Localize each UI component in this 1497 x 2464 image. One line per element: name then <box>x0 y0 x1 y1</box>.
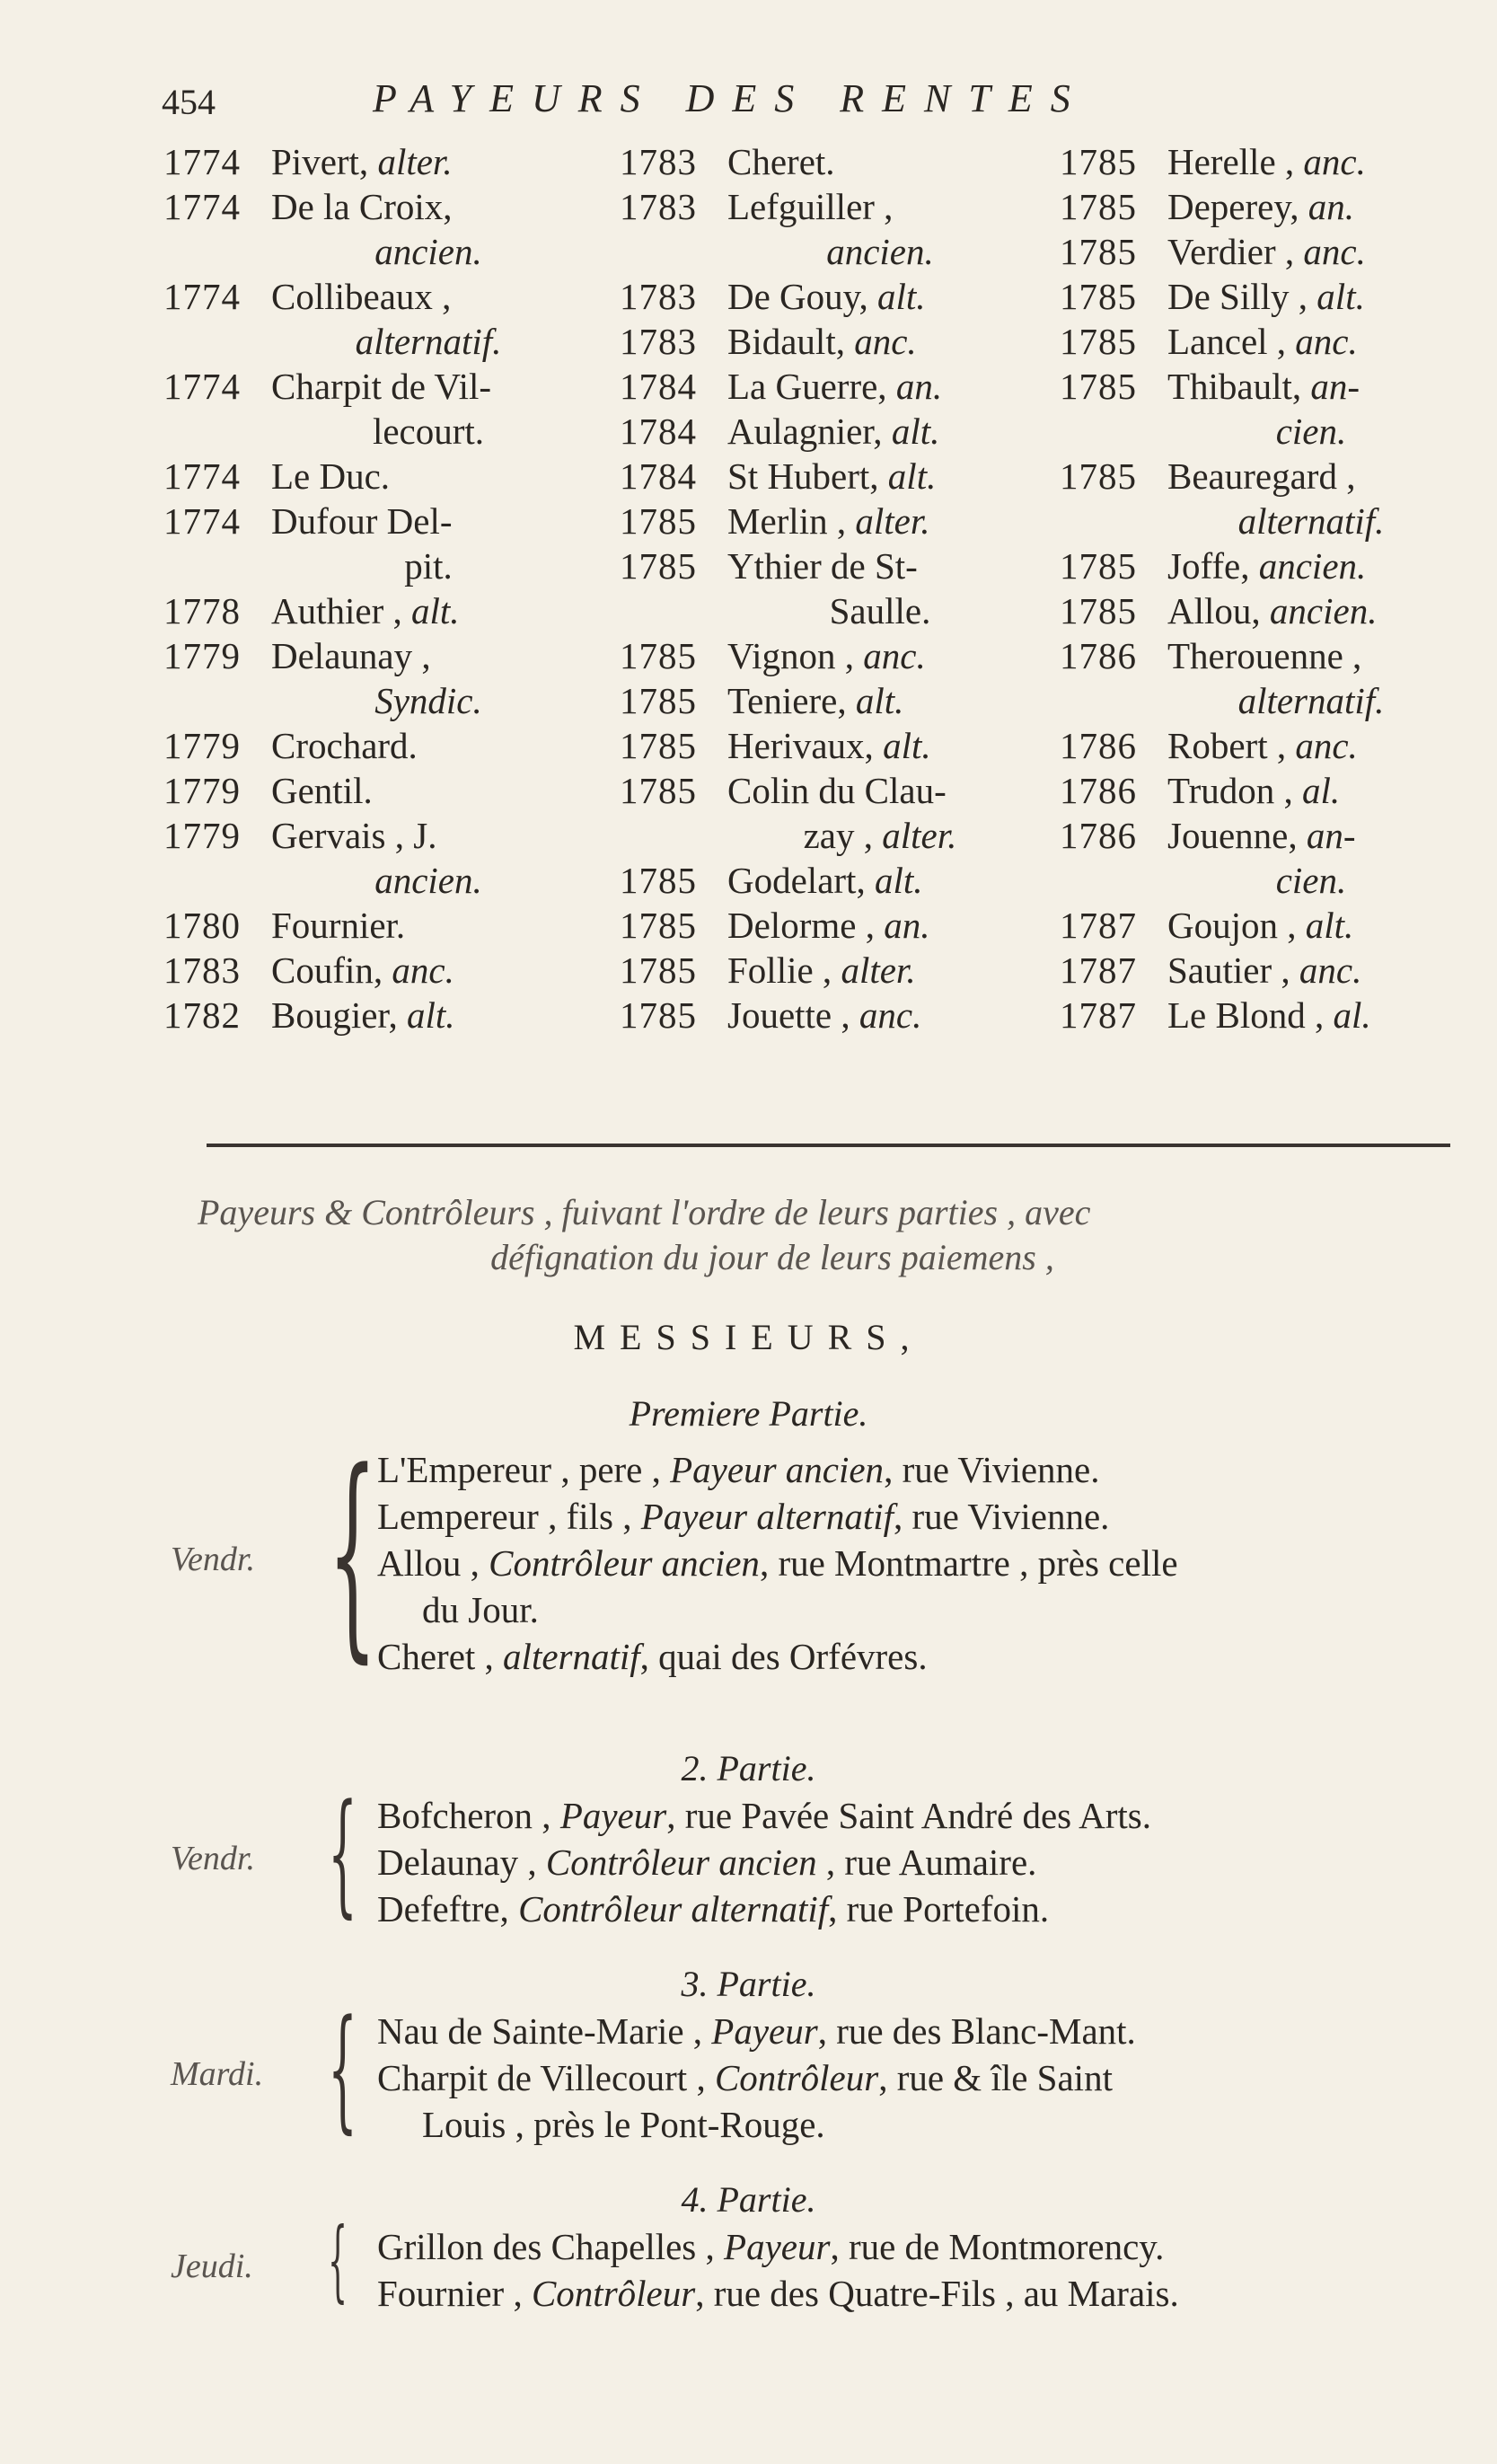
entry-name: Therouenne , <box>1167 635 1362 676</box>
entry-name: Gentil. <box>271 770 373 811</box>
register-entry <box>163 813 586 858</box>
register-entry <box>620 543 1033 588</box>
entry-name: Le Duc. <box>271 455 391 497</box>
register-entry <box>163 499 586 543</box>
officer-address: , rue Pavée Saint André des Arts. <box>666 1795 1151 1836</box>
officer-entry <box>377 2054 1113 2101</box>
entry-title: anc. <box>854 321 917 362</box>
register-entry <box>163 993 586 1038</box>
brace-icon: { <box>328 1775 358 1930</box>
entry-name: Saulle. <box>829 590 931 631</box>
entry-year: 1787 <box>1060 994 1137 1036</box>
register-entry <box>620 858 1033 903</box>
entry-year: 1785 <box>620 905 697 946</box>
section-intro <box>198 1190 1473 1280</box>
entry-year: 1779 <box>163 770 241 811</box>
column-1 <box>163 139 586 1038</box>
officer-entry <box>377 1792 1151 1839</box>
officer-address: , rue Montmartre , près celle <box>759 1542 1178 1584</box>
officer-address: , rue Vivienne. <box>884 1449 1100 1490</box>
officer-role: Contrôleur <box>714 2057 879 2098</box>
entry-title: alt. <box>855 680 904 721</box>
officer-entry <box>377 1446 1100 1493</box>
entry-year: 1785 <box>1060 276 1137 317</box>
entry-title: alt. <box>883 725 931 766</box>
entry-name: Joffe, <box>1167 545 1250 587</box>
entry-year: 1783 <box>620 141 697 182</box>
officer-name: Lempereur , fils , <box>377 1496 632 1537</box>
register-entry <box>620 274 1033 319</box>
entry-name: pit. <box>404 545 453 587</box>
officer-role: Contrôleur alternatif <box>518 1888 829 1930</box>
entry-year: 1780 <box>163 905 241 946</box>
entry-year: 1774 <box>163 141 241 182</box>
entry-year: 1783 <box>620 186 697 227</box>
officer-entry <box>377 1886 1049 1932</box>
officer-name: Fournier , <box>377 2273 523 2314</box>
entry-name: La Guerre, <box>727 366 887 407</box>
officer-name: Allou , <box>377 1542 480 1584</box>
entry-name: Dufour Del- <box>271 500 453 542</box>
entry-title: alternatif. <box>1237 500 1385 542</box>
officer-address: , rue Portefoin. <box>828 1888 1050 1930</box>
register-entry <box>163 858 586 903</box>
entry-name: Teniere, <box>727 680 847 721</box>
entry-year: 1785 <box>620 949 697 991</box>
officer-entry <box>422 2101 825 2148</box>
part-title-3: 3. Partie. <box>681 1964 816 2004</box>
officer-name: Defeftre, <box>377 1888 509 1930</box>
entry-title: ancien. <box>826 231 934 272</box>
officer-name: Delaunay , <box>377 1841 537 1883</box>
officer-address: , rue & île Saint <box>878 2057 1113 2098</box>
register-entry <box>1060 723 1455 768</box>
officer-address: , rue des Quatre-Fils , au Marais. <box>695 2273 1179 2314</box>
register-entry <box>163 768 586 813</box>
entry-year: 1785 <box>620 680 697 721</box>
officer-name: Bofcheron , <box>377 1795 551 1836</box>
entry-title: ancien. <box>374 231 482 272</box>
officer-name: Nau de Sainte-Marie , <box>377 2010 703 2052</box>
entry-name: Beauregard , <box>1167 455 1356 497</box>
entry-name: Godelart, <box>727 860 866 901</box>
entry-name: Jouenne, <box>1167 815 1298 856</box>
intro-line-1: Payeurs & Contrôleurs , fuivant l'ordre de leurs parties , avec <box>198 1192 1091 1232</box>
entry-name: De Gouy, <box>727 276 868 317</box>
register-entry <box>620 948 1033 993</box>
entry-name: De la Croix, <box>271 186 453 227</box>
entry-title: an- <box>1310 366 1361 407</box>
register-entry <box>620 768 1033 813</box>
entry-year: 1785 <box>620 500 697 542</box>
entry-name: Pivert, <box>271 141 369 182</box>
entry-name: Coufin, <box>271 949 383 991</box>
entry-name: Lefguiller , <box>727 186 894 227</box>
entry-title: anc. <box>392 949 454 991</box>
entry-name: Charpit de Vil- <box>271 366 492 407</box>
entry-title: an. <box>895 366 943 407</box>
payment-day: Mardi. <box>171 2055 264 2093</box>
entry-title: alt. <box>1316 276 1365 317</box>
officer-name: du Jour. <box>422 1589 539 1630</box>
brace-icon: { <box>328 1991 358 2146</box>
entry-title: alt. <box>891 411 940 452</box>
register-entry <box>620 633 1033 678</box>
entry-name: Vignon , <box>727 635 855 676</box>
entry-name: Ythier de St- <box>727 545 918 587</box>
entry-year: 1787 <box>1060 949 1137 991</box>
officer-address: , rue Vivienne. <box>894 1496 1110 1537</box>
entry-name: Goujon , <box>1167 905 1297 946</box>
entry-title: anc. <box>1303 141 1366 182</box>
entry-name: Herelle , <box>1167 141 1295 182</box>
entry-name: Delorme , <box>727 905 875 946</box>
entry-title: alter. <box>377 141 453 182</box>
entry-name: Delaunay , <box>271 635 431 676</box>
register-entry <box>620 139 1033 184</box>
entry-year: 1779 <box>163 635 241 676</box>
entry-year: 1786 <box>1060 815 1137 856</box>
payment-day: Jeudi. <box>171 2248 253 2285</box>
register-entry <box>620 409 1033 454</box>
officer-entry <box>377 1839 1036 1886</box>
entry-name: Follie , <box>727 949 832 991</box>
entry-name: De Silly , <box>1167 276 1308 317</box>
entry-title: alt. <box>874 860 923 901</box>
payment-day: Vendr. <box>171 1541 255 1578</box>
entry-name: Collibeaux , <box>271 276 452 317</box>
officer-entry <box>377 2270 1179 2317</box>
part-title-2: 2. Partie. <box>681 1748 816 1788</box>
register-entry <box>620 229 1033 274</box>
register-entry <box>1060 319 1455 364</box>
register-entry <box>163 409 586 454</box>
officer-role: Payeur alternatif <box>640 1496 894 1537</box>
register-entry <box>1060 903 1455 948</box>
entry-title: anc. <box>1299 949 1362 991</box>
register-entry <box>1060 948 1455 993</box>
register-entry <box>1060 588 1455 633</box>
entry-year: 1785 <box>1060 186 1137 227</box>
register-entry <box>620 993 1033 1038</box>
entry-name: Bougier, <box>271 994 398 1036</box>
entry-year: 1785 <box>620 635 697 676</box>
entry-title: an- <box>1306 815 1356 856</box>
register-entry <box>163 633 586 678</box>
entry-year: 1774 <box>163 366 241 407</box>
entry-title: Syndic. <box>374 680 482 721</box>
entry-year: 1786 <box>1060 770 1137 811</box>
column-3 <box>1060 139 1455 1038</box>
entry-title: alter. <box>841 949 916 991</box>
entry-year: 1785 <box>620 860 697 901</box>
entry-year: 1779 <box>163 815 241 856</box>
register-entry <box>163 903 586 948</box>
entry-year: 1787 <box>1060 905 1137 946</box>
column-2 <box>620 139 1033 1038</box>
register-entry <box>1060 139 1455 184</box>
entry-name: Crochard. <box>271 725 418 766</box>
entry-year: 1785 <box>1060 321 1137 362</box>
entry-title: alternatif. <box>355 321 502 362</box>
entry-name: Allou, <box>1167 590 1261 631</box>
entry-title: alt. <box>1305 905 1354 946</box>
entry-title: anc. <box>1295 321 1358 362</box>
entry-name: lecourt. <box>372 411 485 452</box>
entry-year: 1778 <box>163 590 241 631</box>
entry-year: 1783 <box>620 276 697 317</box>
entry-title: anc. <box>863 635 926 676</box>
entry-title: an. <box>884 905 930 946</box>
officer-name: L'Empereur , pere , <box>377 1449 661 1490</box>
intro-line-2: défignation du jour de leurs paiemens , <box>490 1237 1054 1277</box>
entry-title: alt. <box>887 455 937 497</box>
entry-name: Merlin , <box>727 500 847 542</box>
officer-role: Contrôleur ancien <box>545 1841 817 1883</box>
entry-name: Bidault, <box>727 321 845 362</box>
register-entry <box>1060 543 1455 588</box>
register-entry <box>1060 499 1455 543</box>
register-entry <box>163 588 586 633</box>
part-title-1: Premiere Partie. <box>629 1393 868 1434</box>
entry-title: al. <box>1333 994 1371 1036</box>
register-entry <box>620 903 1033 948</box>
entry-year: 1785 <box>620 545 697 587</box>
page-header <box>162 76 1455 135</box>
entry-title: cien. <box>1275 860 1347 901</box>
entry-name: Le Blond , <box>1167 994 1325 1036</box>
register-entry <box>1060 993 1455 1038</box>
register-entry <box>620 364 1033 409</box>
officer-address: , quai des Orfévres. <box>639 1636 928 1677</box>
entry-name: zay , <box>803 815 873 856</box>
officer-address: , rue de Montmorency. <box>830 2226 1165 2267</box>
register-entry <box>163 364 586 409</box>
register-entry <box>620 723 1033 768</box>
brace-icon: { <box>328 2209 348 2312</box>
entry-name: Jouette , <box>727 994 850 1036</box>
register-entry <box>1060 678 1455 723</box>
officer-role: Payeur <box>559 1795 667 1836</box>
brace-icon: { <box>328 1425 378 1682</box>
section-divider <box>207 1144 1450 1147</box>
entry-year: 1779 <box>163 725 241 766</box>
page-number: 454 <box>162 82 216 122</box>
entry-title: alt. <box>406 994 455 1036</box>
register-entry <box>620 184 1033 229</box>
officer-name: Cheret , <box>377 1636 494 1677</box>
register-entry <box>163 184 586 229</box>
entry-name: St Hubert, <box>727 455 879 497</box>
entry-title: alt. <box>877 276 926 317</box>
entry-name: Robert , <box>1167 725 1287 766</box>
entry-name: Aulagnier, <box>727 411 883 452</box>
entry-year: 1774 <box>163 455 241 497</box>
officer-entry <box>422 1586 539 1633</box>
register-entry <box>163 319 586 364</box>
officer-name: Grillon des Chapelles , <box>377 2226 715 2267</box>
entry-title: anc. <box>1295 725 1358 766</box>
entry-year: 1784 <box>620 366 697 407</box>
entry-name: Colin du Clau- <box>727 770 947 811</box>
register-entry <box>620 678 1033 723</box>
entry-name: Verdier , <box>1167 231 1295 272</box>
entry-year: 1784 <box>620 411 697 452</box>
register-entry <box>620 813 1033 858</box>
register-entry <box>163 723 586 768</box>
entry-title: alt. <box>411 590 460 631</box>
entry-title: ancien. <box>1258 545 1367 587</box>
register-entry <box>163 543 586 588</box>
entry-year: 1785 <box>620 994 697 1036</box>
register-entry <box>1060 858 1455 903</box>
officer-entry <box>377 2223 1164 2270</box>
entry-year: 1785 <box>620 770 697 811</box>
entry-title: an. <box>1308 186 1354 227</box>
entry-year: 1785 <box>1060 141 1137 182</box>
entry-year: 1785 <box>1060 366 1137 407</box>
register-entry <box>163 678 586 723</box>
register-entry <box>1060 409 1455 454</box>
register-entry <box>1060 274 1455 319</box>
part-title-4: 4. Partie. <box>681 2179 816 2220</box>
entry-title: alternatif. <box>1237 680 1385 721</box>
register-entry <box>1060 633 1455 678</box>
entry-name: Authier , <box>271 590 402 631</box>
entry-year: 1783 <box>620 321 697 362</box>
entry-title: alter. <box>882 815 957 856</box>
officer-entry <box>377 1493 1109 1540</box>
entry-year: 1785 <box>1060 545 1137 587</box>
entry-year: 1785 <box>1060 455 1137 497</box>
register-entry <box>163 229 586 274</box>
entry-year: 1774 <box>163 276 241 317</box>
register-entry <box>163 454 586 499</box>
officer-role: Contrôleur ancien <box>489 1542 760 1584</box>
entry-year: 1785 <box>1060 231 1137 272</box>
register-entry <box>163 948 586 993</box>
entry-name: Cheret. <box>727 141 835 182</box>
officer-entry <box>377 2008 1136 2054</box>
register-entry <box>1060 768 1455 813</box>
officer-role: Payeur ancien <box>670 1449 885 1490</box>
officer-entry <box>377 1540 1178 1586</box>
officer-address: , rue Aumaire. <box>816 1841 1037 1883</box>
officer-entry <box>377 1633 928 1680</box>
register-entry <box>1060 229 1455 274</box>
register-entry <box>620 499 1033 543</box>
entry-title: anc. <box>1303 231 1366 272</box>
entry-year: 1782 <box>163 994 241 1036</box>
entry-name: Deperey, <box>1167 186 1299 227</box>
entry-year: 1783 <box>163 949 241 991</box>
entry-name: Trudon , <box>1167 770 1293 811</box>
entry-title: ancien. <box>1269 590 1378 631</box>
entry-year: 1786 <box>1060 635 1137 676</box>
entry-name: Lancel , <box>1167 321 1287 362</box>
officer-role: Payeur <box>711 2010 818 2052</box>
register-entry <box>1060 364 1455 409</box>
entry-name: Sautier , <box>1167 949 1290 991</box>
entry-title: alter. <box>855 500 930 542</box>
running-title: PAYEURS DES RENTES <box>373 76 1088 120</box>
officer-role: Contrôleur <box>531 2273 696 2314</box>
officer-role: alternatif <box>503 1636 640 1677</box>
entry-year: 1774 <box>163 500 241 542</box>
officer-role: Payeur <box>724 2226 831 2267</box>
entry-year: 1786 <box>1060 725 1137 766</box>
entry-year: 1785 <box>620 725 697 766</box>
register-entry <box>620 454 1033 499</box>
officer-address: , rue des Blanc-Mant. <box>817 2010 1136 2052</box>
messieurs-heading: MESSIEURS, <box>573 1317 924 1357</box>
entry-year: 1784 <box>620 455 697 497</box>
register-entry <box>163 139 586 184</box>
entry-title: al. <box>1302 770 1341 811</box>
officer-name: Louis , près le Pont-Rouge. <box>422 2104 825 2145</box>
entry-name: Thibault, <box>1167 366 1302 407</box>
register-entry <box>620 319 1033 364</box>
register-entry <box>1060 454 1455 499</box>
entry-title: ancien. <box>374 860 482 901</box>
entry-title: cien. <box>1275 411 1347 452</box>
register-entry <box>163 274 586 319</box>
officer-name: Charpit de Villecourt , <box>377 2057 706 2098</box>
entry-year: 1774 <box>163 186 241 227</box>
register-entry <box>1060 813 1455 858</box>
entry-name: Fournier. <box>271 905 406 946</box>
entry-title: anc. <box>859 994 922 1036</box>
entry-name: Herivaux, <box>727 725 874 766</box>
payment-day: Vendr. <box>171 1840 255 1877</box>
register-entry <box>1060 184 1455 229</box>
entry-name: Gervais , J. <box>271 815 437 856</box>
entry-year: 1785 <box>1060 590 1137 631</box>
register-entry <box>620 588 1033 633</box>
